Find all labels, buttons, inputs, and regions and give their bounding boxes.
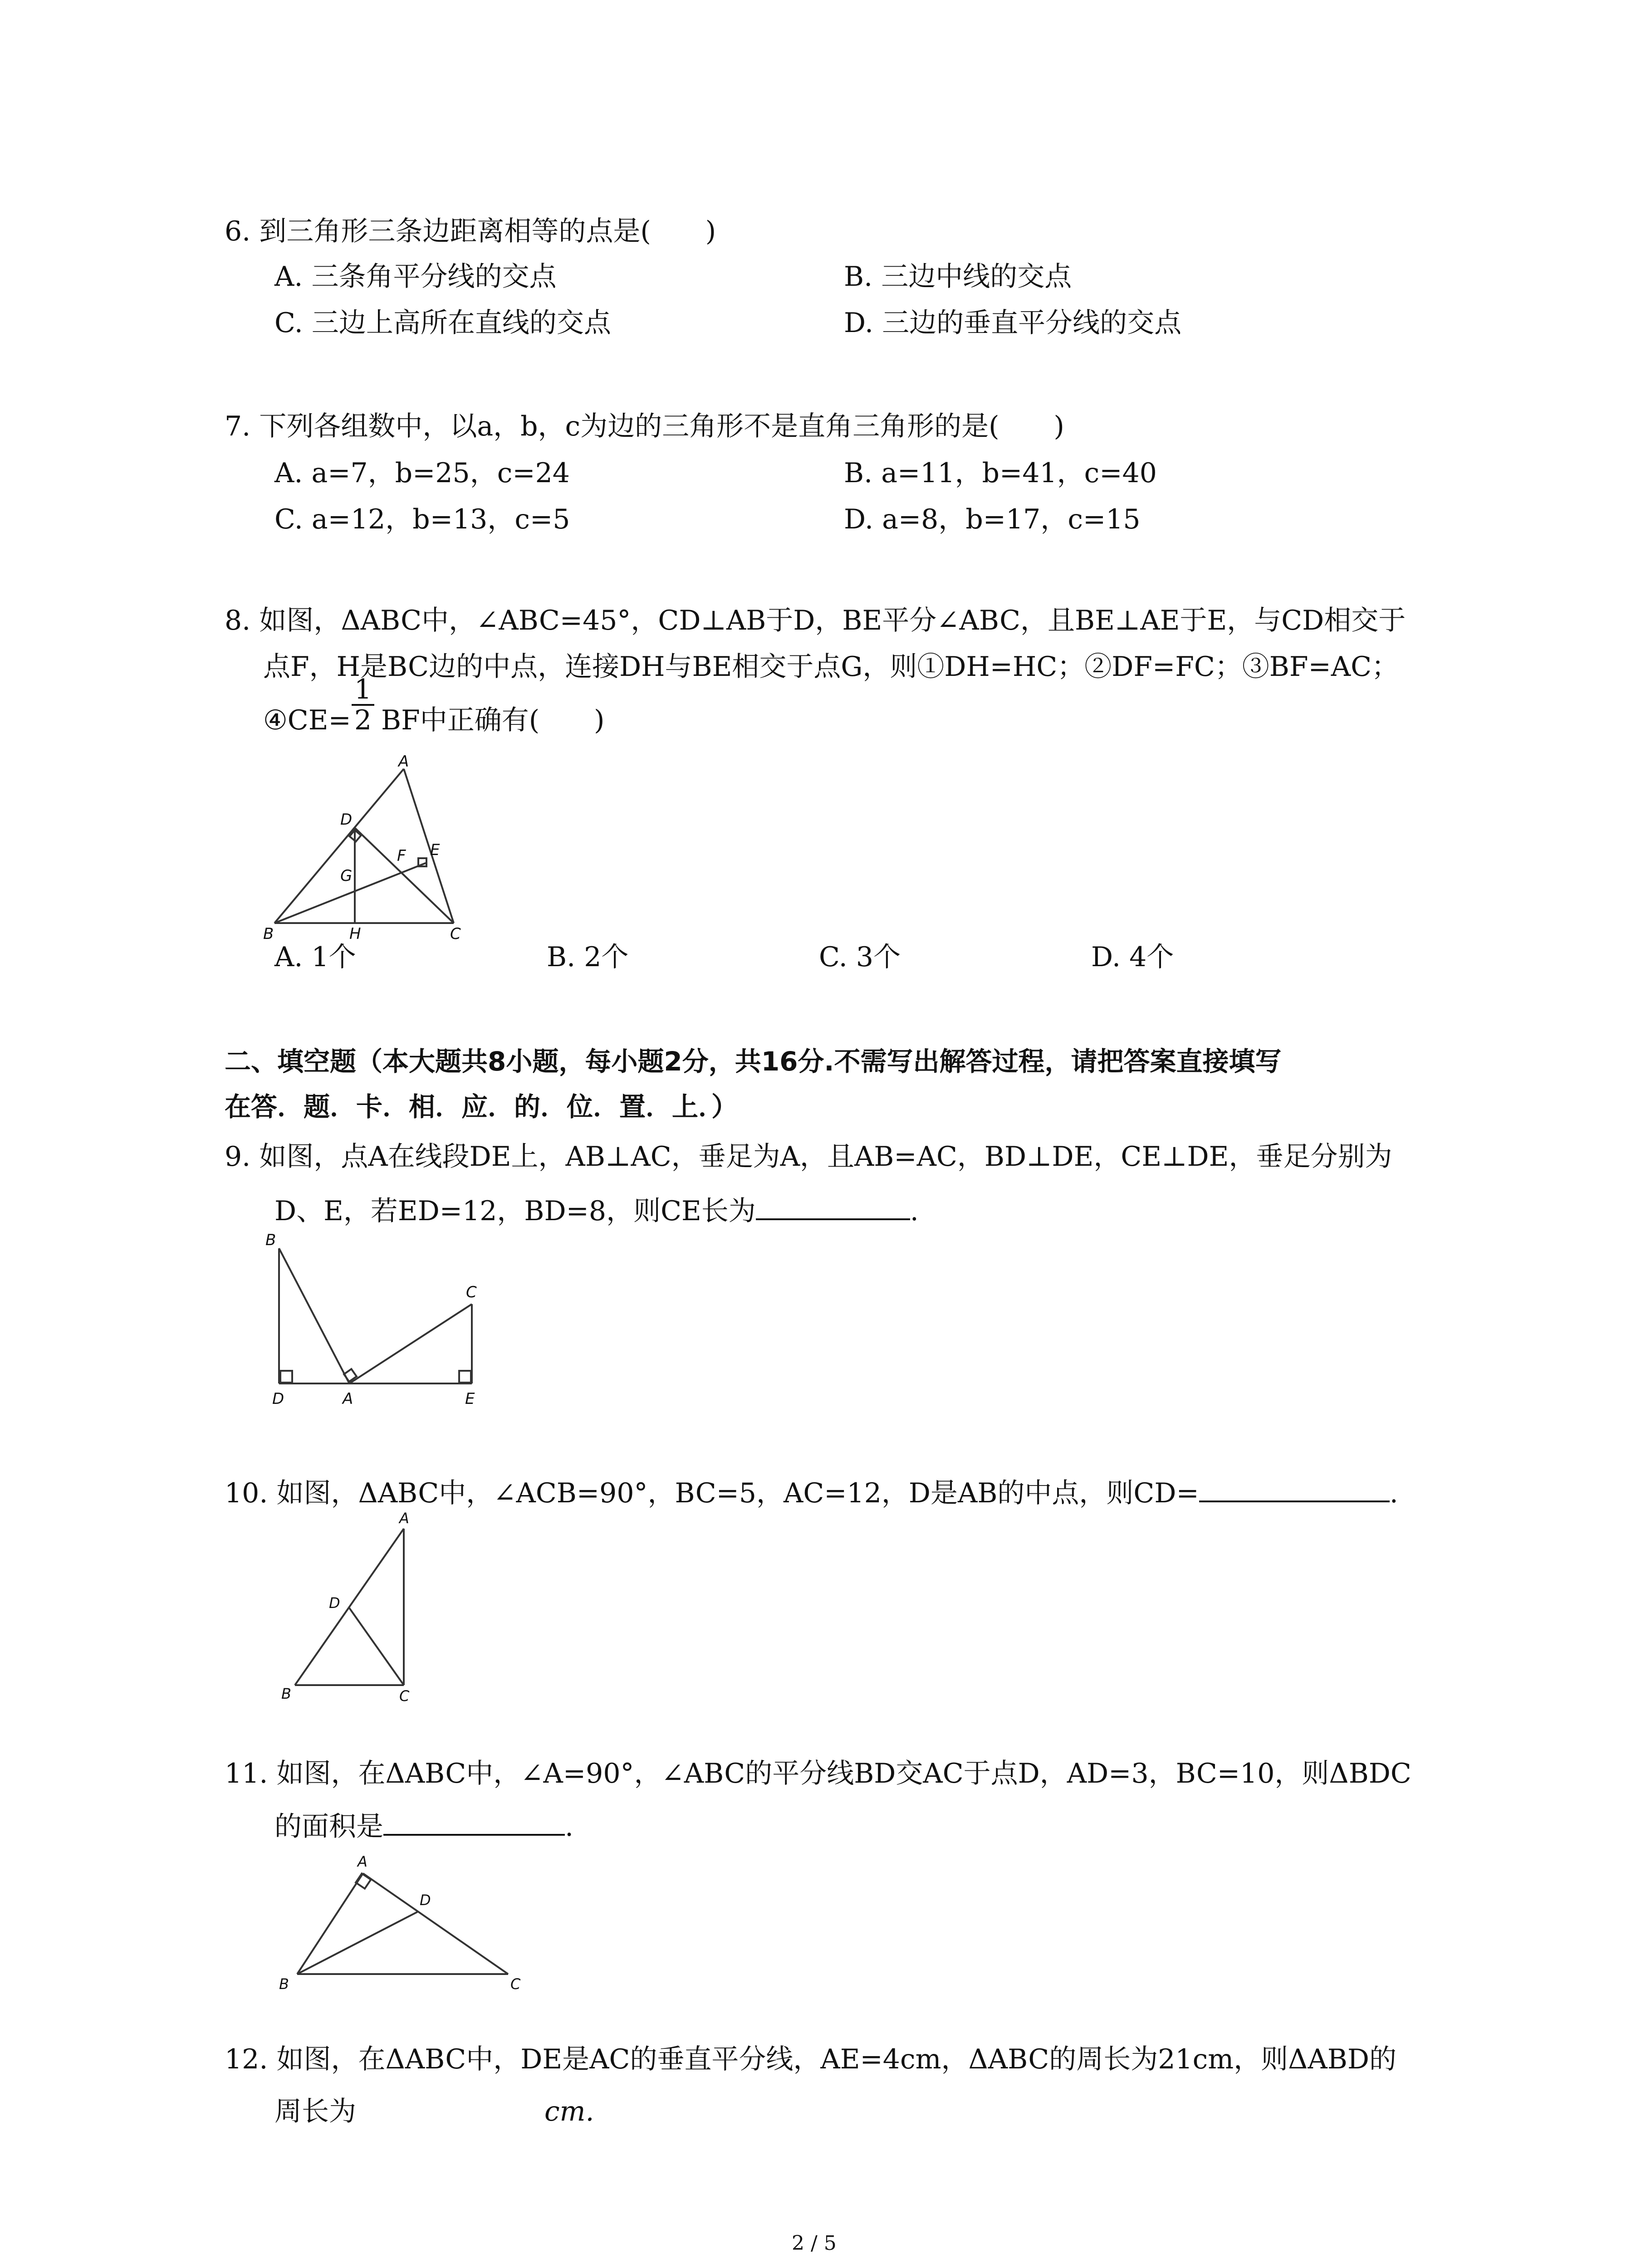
q11-label-d: D (420, 1892, 431, 1909)
q9-line2 (274, 1192, 919, 1229)
q12-unit: cm. (544, 2096, 594, 2127)
q8-label-e: E (430, 841, 440, 859)
q11-label-a: A (358, 1853, 367, 1870)
q8-label-b: B (263, 925, 274, 943)
q8-line3-prefix: ④CE= (263, 704, 351, 736)
q8-option-a: A. 1个 (274, 941, 356, 973)
q9-line2-text: D、E，若ED=12，BD=8，则CE长为 (274, 1195, 756, 1227)
q11-line2-text: 的面积是 (274, 1811, 383, 1843)
q11-line2 (274, 1808, 573, 1845)
q6-stem: 6. 到三角形三条边距离相等的点是( ) (225, 215, 716, 247)
q8-label-a: A (398, 753, 409, 771)
q8-option-b: B. 2个 (547, 941, 629, 973)
q8-label-c: C (450, 925, 461, 943)
q7-option-b: B. a=11，b=41，c=40 (844, 457, 1157, 489)
section2-heading-line2: 在答．题．卡．相．应．的．位．置．上．） (225, 1091, 738, 1122)
q11-end: . (565, 1811, 574, 1843)
q8-figure (254, 753, 490, 943)
q10-figure (272, 1510, 445, 1706)
q7-stem: 7. 下列各组数中，以a，b，c为边的三角形不是直角三角形的是( ) (225, 411, 1064, 442)
q12-line1: 12. 如图，在ΔABC中，DE是AC的垂直平分线，AE=4cm，ΔABC的周长为21cm，则ΔABD的 (225, 2043, 1396, 2075)
q8-fraction-numerator: 1 (354, 674, 372, 705)
q6-option-d: D. 三边的垂直平分线的交点 (844, 307, 1182, 339)
q11-label-c: C (510, 1975, 521, 1993)
q9-end: . (910, 1195, 919, 1227)
q8-line1: 8. 如图，ΔABC中，∠ABC=45°，CD⊥AB于D，BE平分∠ABC，且BE⊥AE于E，与CD相交于 (225, 605, 1406, 636)
q7-option-c: C. a=12，b=13，c=5 (274, 503, 570, 535)
q8-fraction (352, 676, 374, 734)
q8-line2: 点F，H是BC边的中点，连接DH与BE相交于点G，则①DH=HC；②DF=FC；③BF=AC； (263, 651, 1399, 683)
q10-label-a: A (399, 1510, 409, 1527)
q9-answer-blank[interactable] (756, 1192, 910, 1220)
q7-option-d: D. a=8，b=17，c=15 (844, 503, 1141, 535)
q12-line2: 周长为 (274, 2096, 356, 2127)
q6-option-b: B. 三边中线的交点 (844, 261, 1072, 293)
section2-heading-line1: 二、填空题（本大题共8小题，每小题2分，共16分.不需写出解答过程，请把答案直接填写 (225, 1046, 1282, 1077)
q10-answer-blank[interactable] (1199, 1474, 1390, 1502)
q9-label-e: E (465, 1390, 475, 1408)
q10-label-d: D (329, 1594, 340, 1612)
q9-figure (259, 1229, 495, 1411)
q11-label-b: B (279, 1975, 289, 1993)
q10-label-b: B (281, 1685, 291, 1702)
q10-label-c: C (399, 1687, 410, 1705)
q6-option-a: A. 三条角平分线的交点 (274, 261, 557, 293)
q9-label-b: B (265, 1231, 276, 1249)
q9-label-c: C (466, 1283, 477, 1301)
q8-label-h: H (349, 925, 361, 943)
q8-fraction-denominator: 2 (354, 704, 372, 736)
q8-option-c: C. 3个 (819, 941, 901, 973)
q8-label-f: F (397, 847, 406, 865)
q10-line1 (225, 1474, 1398, 1511)
q8-line3-suffix: BF中正确有( ) (381, 704, 605, 736)
q6-option-c: C. 三边上高所在直线的交点 (274, 307, 611, 339)
q9-label-d: D (272, 1390, 284, 1408)
q11-figure (272, 1846, 535, 1996)
q8-label-d: D (340, 811, 353, 829)
q8-option-d: D. 4个 (1091, 941, 1174, 973)
q8-label-g: G (340, 867, 353, 885)
q10-end: . (1389, 1477, 1398, 1509)
q10-line1-text: 10. 如图，ΔABC中，∠ACB=90°，BC=5，AC=12，D是AB的中点，则CD= (225, 1477, 1199, 1509)
q11-answer-blank[interactable] (383, 1808, 565, 1836)
q11-line1: 11. 如图，在ΔABC中，∠A=90°，∠ABC的平分线BD交AC于点D，AD=3，BC=10，则ΔBDC (225, 1758, 1411, 1789)
page-number: 2 / 5 (792, 2232, 837, 2255)
q9-line1: 9. 如图，点A在线段DE上，AB⊥AC，垂足为A，且AB=AC，BD⊥DE，CE⊥DE，垂足分别为 (225, 1141, 1392, 1173)
q9-label-a: A (343, 1390, 353, 1408)
q7-option-a: A. a=7，b=25，c=24 (274, 457, 570, 489)
